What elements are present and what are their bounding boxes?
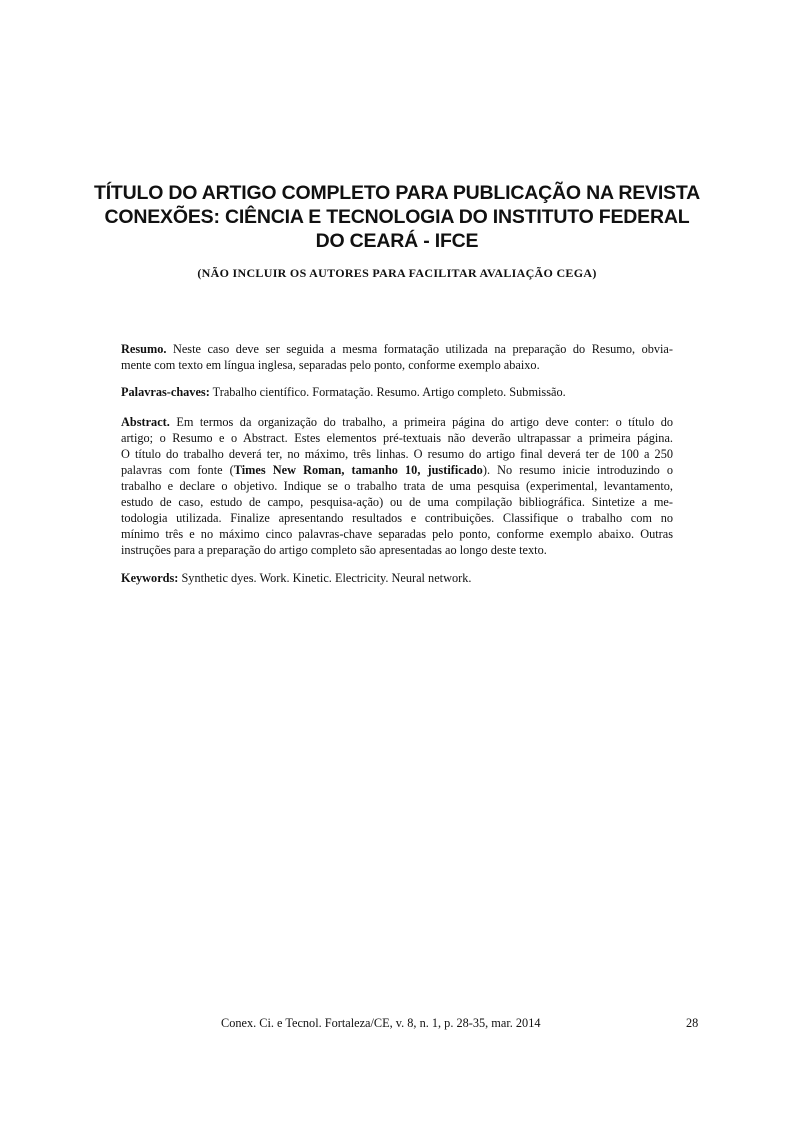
keywords-paragraph <box>121 570 673 586</box>
abstract-line: artigo; o Resumo e o Abstract. Estes elementos pré-textuais não deverão ultrapassar a primeira página. <box>121 431 673 445</box>
resumo-paragraph <box>121 341 673 373</box>
resumo-line: mente com texto em língua inglesa, separadas pelo ponto, conforme exemplo abaixo. <box>121 358 540 372</box>
abstract-line: trabalho e declare o objetivo. Indique se o trabalho trata de uma pesquisa (experimental, levantamento, <box>121 479 673 493</box>
abstract-paragraph <box>121 414 673 558</box>
resumo-line: Neste caso deve ser seguida a mesma formatação utilizada na preparação do Resumo, obvia- <box>166 342 673 356</box>
title-line-3: DO CEARÁ - IFCE <box>315 230 479 252</box>
abstract-line: instruções para a preparação do artigo completo são apresentadas ao longo deste texto. <box>121 543 547 557</box>
article-title <box>90 181 704 253</box>
palavras-chaves-text: Trabalho científico. Formatação. Resumo. Artigo completo. Submissão. <box>209 385 566 399</box>
palavras-chaves-paragraph <box>121 384 673 400</box>
abstract-line: mínimo três e no máximo cinco palavras-chave separadas pelo ponto, conforme exemplo abaixo. Outras <box>121 527 673 541</box>
abstract-label: Abstract. <box>121 415 170 429</box>
title-line-2: CONEXÕES: CIÊNCIA E TECNOLOGIA DO INSTITUTO FEDERAL <box>104 206 690 228</box>
resumo-label: Resumo. <box>121 342 167 356</box>
palavras-chaves-label: Palavras-chaves: <box>121 385 210 399</box>
abstract-line: palavras com fonte ( <box>121 463 234 477</box>
footer-citation: Conex. Ci. e Tecnol. Fortaleza/CE, v. 8, n. 1, p. 28-35, mar. 2014 <box>221 1016 541 1030</box>
keywords-label: Keywords: <box>121 571 179 585</box>
abstract-line: Em termos da organização do trabalho, a primeira página do artigo deve conter: o título do <box>169 415 673 429</box>
page-number: 28 <box>686 1016 699 1030</box>
keywords-text: Synthetic dyes. Work. Kinetic. Electricity. Neural network. <box>178 571 472 585</box>
font-spec: Times New Roman, tamanho 10, justificado <box>233 463 483 477</box>
authors-note: (NÃO INCLUIR OS AUTORES PARA FACILITAR AVALIAÇÃO CEGA) <box>197 266 597 280</box>
title-line-1: TÍTULO DO ARTIGO COMPLETO PARA PUBLICAÇÃO NA REVISTA <box>93 182 700 204</box>
abstract-line: ). No resumo inicie introduzindo o <box>482 463 673 477</box>
abstract-line: estudo de caso, estudo de campo, pesquisa-ação) ou de uma compilação bibliográfica. Sintetize a me- <box>121 495 673 509</box>
abstract-line: O título do trabalho deverá ter, no máximo, três linhas. O resumo do artigo final deverá ter de 100 a 250 <box>121 447 673 461</box>
abstract-line: todologia utilizada. Finalize apresentando resultados e contribuições. Classifique o trabalho com no <box>121 511 673 525</box>
